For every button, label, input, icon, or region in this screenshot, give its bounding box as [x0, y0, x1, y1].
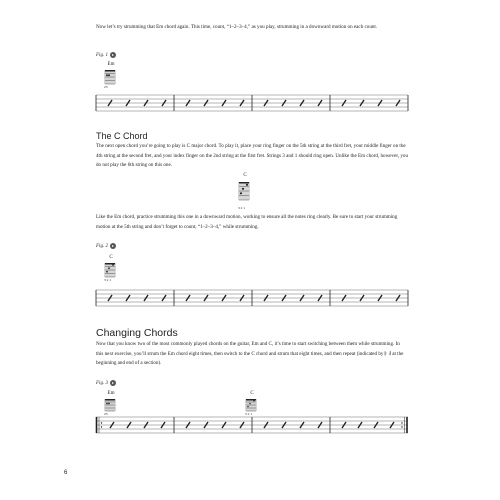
chord-grid: [238, 182, 252, 206]
chord-fingering: 23: [104, 85, 108, 89]
page-number: 6: [64, 470, 68, 476]
chord-name: C: [109, 255, 113, 260]
c-chord-diagram: [238, 173, 252, 213]
audio-play-icon[interactable]: [110, 243, 116, 249]
chord-fingering: 3 2 1: [104, 278, 111, 282]
fig2-label: Fig. 2: [96, 243, 116, 249]
fig2-strum-staff: [96, 288, 408, 314]
chord-fingering: 23: [104, 412, 108, 416]
audio-play-icon[interactable]: [110, 380, 116, 386]
section-heading-c-chord: The C Chord: [96, 131, 148, 141]
fig3-strum-staff: [96, 415, 408, 445]
chord-name: C: [250, 391, 254, 396]
chord-name: Em: [107, 62, 115, 67]
fig1-strum-staff: [96, 93, 408, 119]
fig2-chord-diagram: [104, 255, 118, 285]
changing-chords-paragraph: Now that you know two of the most commonly played chords on the guitar, Em and C, it’s time to start switching between them while strumming. In this next exercise, you’ll strum the Em chord eight times, then switch to the C chord and strum that eight times, and then repeat (indicated by 𝄆 𝄇 at the beginning and end of a section).: [96, 341, 404, 367]
fig1-label: Fig. 1: [96, 52, 116, 58]
intro-paragraph: Now let’s try strumming that Em chord again. This time, count, “1–2–3–4,” as you play, strumming in a downward motion on each count.: [96, 24, 378, 30]
c-chord-paragraph-2: Like the Em chord, practice strumming this one in a downward motion, working to ensure all the notes ring clearly. Be sure to start your strumming motion at the 5th string and don’t forget to count, “1–2–3–4,” while strumming.: [96, 214, 398, 230]
c-chord-paragraph: The next open chord you’re going to play is C major chord. To play it, place your ring finger on the 5th string at the third fret, your middle finger on the 4th string at the second fret, and your index finger on the 2nd string at the first fret. Strings 3 and 1 should ring open. Unlike the Em chord, however, you do not play the 6th string on this one.: [96, 143, 409, 169]
chord-fingering: 3 2 1: [238, 206, 245, 210]
section-heading-changing-chords: Changing Chords: [96, 327, 178, 339]
fig3-label: Fig. 3: [96, 380, 116, 386]
chord-fingering: 3 2 1: [245, 412, 252, 416]
fig1-chord-diagram: [104, 62, 118, 92]
audio-play-icon[interactable]: [110, 52, 116, 58]
chord-name: Em: [107, 391, 115, 396]
chord-name: C: [243, 173, 247, 178]
